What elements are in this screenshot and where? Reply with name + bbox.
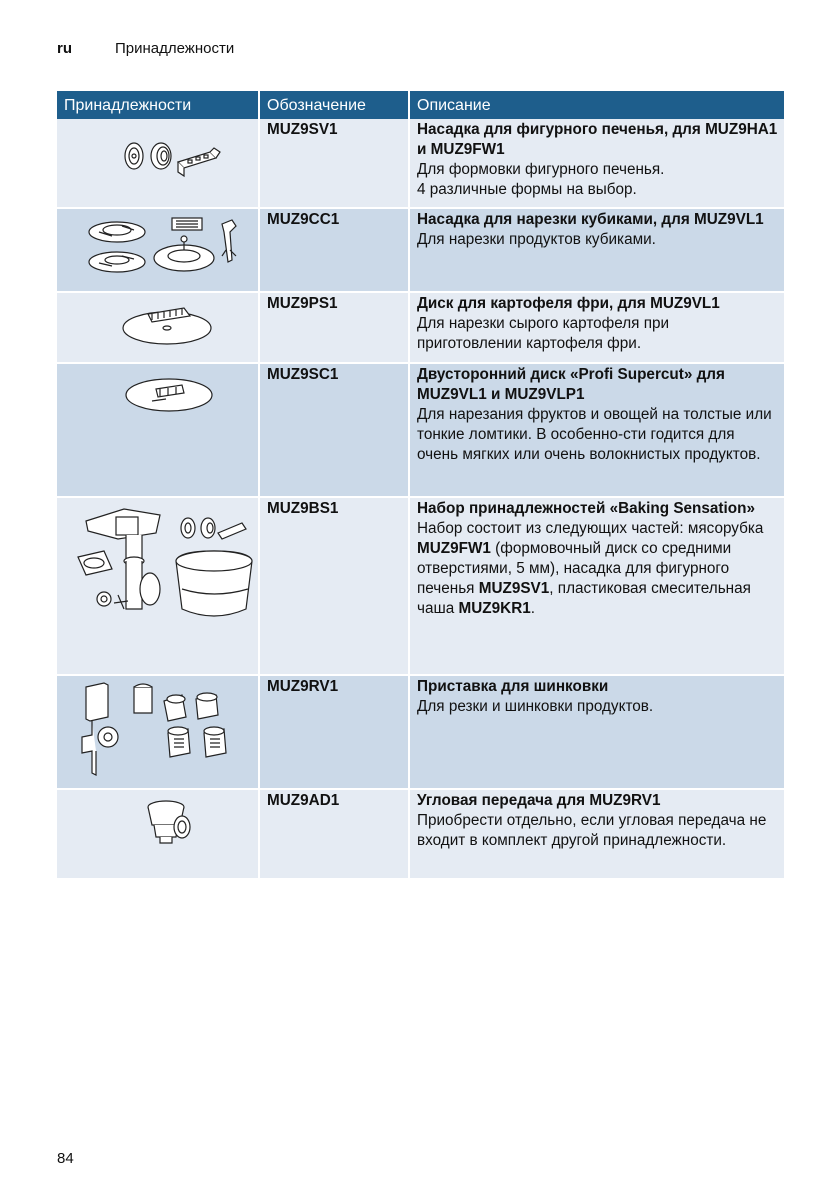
description-text [417,519,778,619]
accessory-image-cell [57,364,260,498]
accessory-code: MUZ9AD1 [260,790,410,880]
description-text-part: , пластиковая смесительная чаша [417,580,751,617]
accessory-image-cell [57,498,260,676]
description-title: Двусторонний диск «Profi Supercut» для MUZ9VL1 и MUZ9VLP1 [417,366,725,403]
description-title: Набор принадлежностей «Baking Sensation» [417,500,755,517]
language-code: ru [57,40,72,57]
accessory-code: MUZ9BS1 [260,498,410,676]
accessory-description [410,364,784,498]
description-line: Приобрести отдельно, если угловая передача не входит в комплект другой принадлежности. [417,812,767,849]
shredder-attachment-icon [64,677,267,785]
description-title: Насадка для нарезки кубиками, для MUZ9VL1 [417,211,764,228]
page-number: 84 [57,1150,74,1167]
section-title: Принадлежности [115,40,235,57]
accessory-image-cell [57,676,260,790]
description-line: Для нарезания фруктов и овощей на толстые или тонкие ломтики. В особенно-сти годится для очень мягких или очень волокнистых продуктов. [417,406,772,463]
fries-disc-icon [64,294,267,359]
accessory-image-cell [57,119,260,209]
accessory-description [410,498,784,676]
description-code-ref: MUZ9KR1 [458,600,531,617]
column-header-accessories: Принадлежности [57,91,260,119]
description-text-part: Набор состоит из следующих частей: мясорубка [417,520,764,537]
description-title: Насадка для фигурного печенья, для MUZ9HA1 и MUZ9FW1 [417,121,778,158]
accessory-code: MUZ9CC1 [260,209,410,293]
description-text-part: . [530,600,536,617]
description-line: Для формовки фигурного печенья. [417,161,665,178]
accessory-image-cell [57,790,260,880]
cookie-attachment-icon [64,120,267,204]
angle-gear-icon [64,791,267,875]
accessory-description [410,293,784,364]
description-line: Для нарезки продуктов кубиками. [417,231,656,248]
page-header [57,40,234,57]
baking-set-icon [64,499,267,671]
accessory-code: MUZ9SC1 [260,364,410,498]
accessory-image-cell [57,293,260,364]
table-header-row [57,91,784,119]
table-row [57,676,784,790]
table-row [57,209,784,293]
description-title: Диск для картофеля фри, для MUZ9VL1 [417,295,720,312]
accessory-code: MUZ9PS1 [260,293,410,364]
description-title: Приставка для шинковки [417,678,609,695]
table-row [57,498,784,676]
description-code-ref: MUZ9FW1 [417,540,491,557]
table-row [57,364,784,498]
description-line: Для резки и шинковки продуктов. [417,698,654,715]
table-row [57,293,784,364]
accessory-code: MUZ9SV1 [260,119,410,209]
accessory-description [410,119,784,209]
accessory-code: MUZ9RV1 [260,676,410,790]
accessory-description [410,676,784,790]
description-title: Угловая передача для MUZ9RV1 [417,792,661,809]
column-header-description: Описание [410,91,784,119]
description-line: 4 различные формы на выбор. [417,181,637,198]
description-line: Для нарезки сырого картофеля при приготовлении картофеля фри. [417,315,670,352]
accessories-table [57,91,784,880]
table-row [57,790,784,880]
description-code-ref: MUZ9SV1 [478,580,550,597]
accessory-image-cell [57,209,260,293]
column-header-code: Обозначение [260,91,410,119]
double-sided-disc-icon [64,365,267,493]
accessory-description [410,790,784,880]
table-row [57,119,784,209]
accessory-description [410,209,784,293]
dicing-attachment-icon [64,210,267,288]
description-text-part: (формовочный диск со средними отверстиями, 5 мм), насадка для фигурного печенья [417,540,732,597]
